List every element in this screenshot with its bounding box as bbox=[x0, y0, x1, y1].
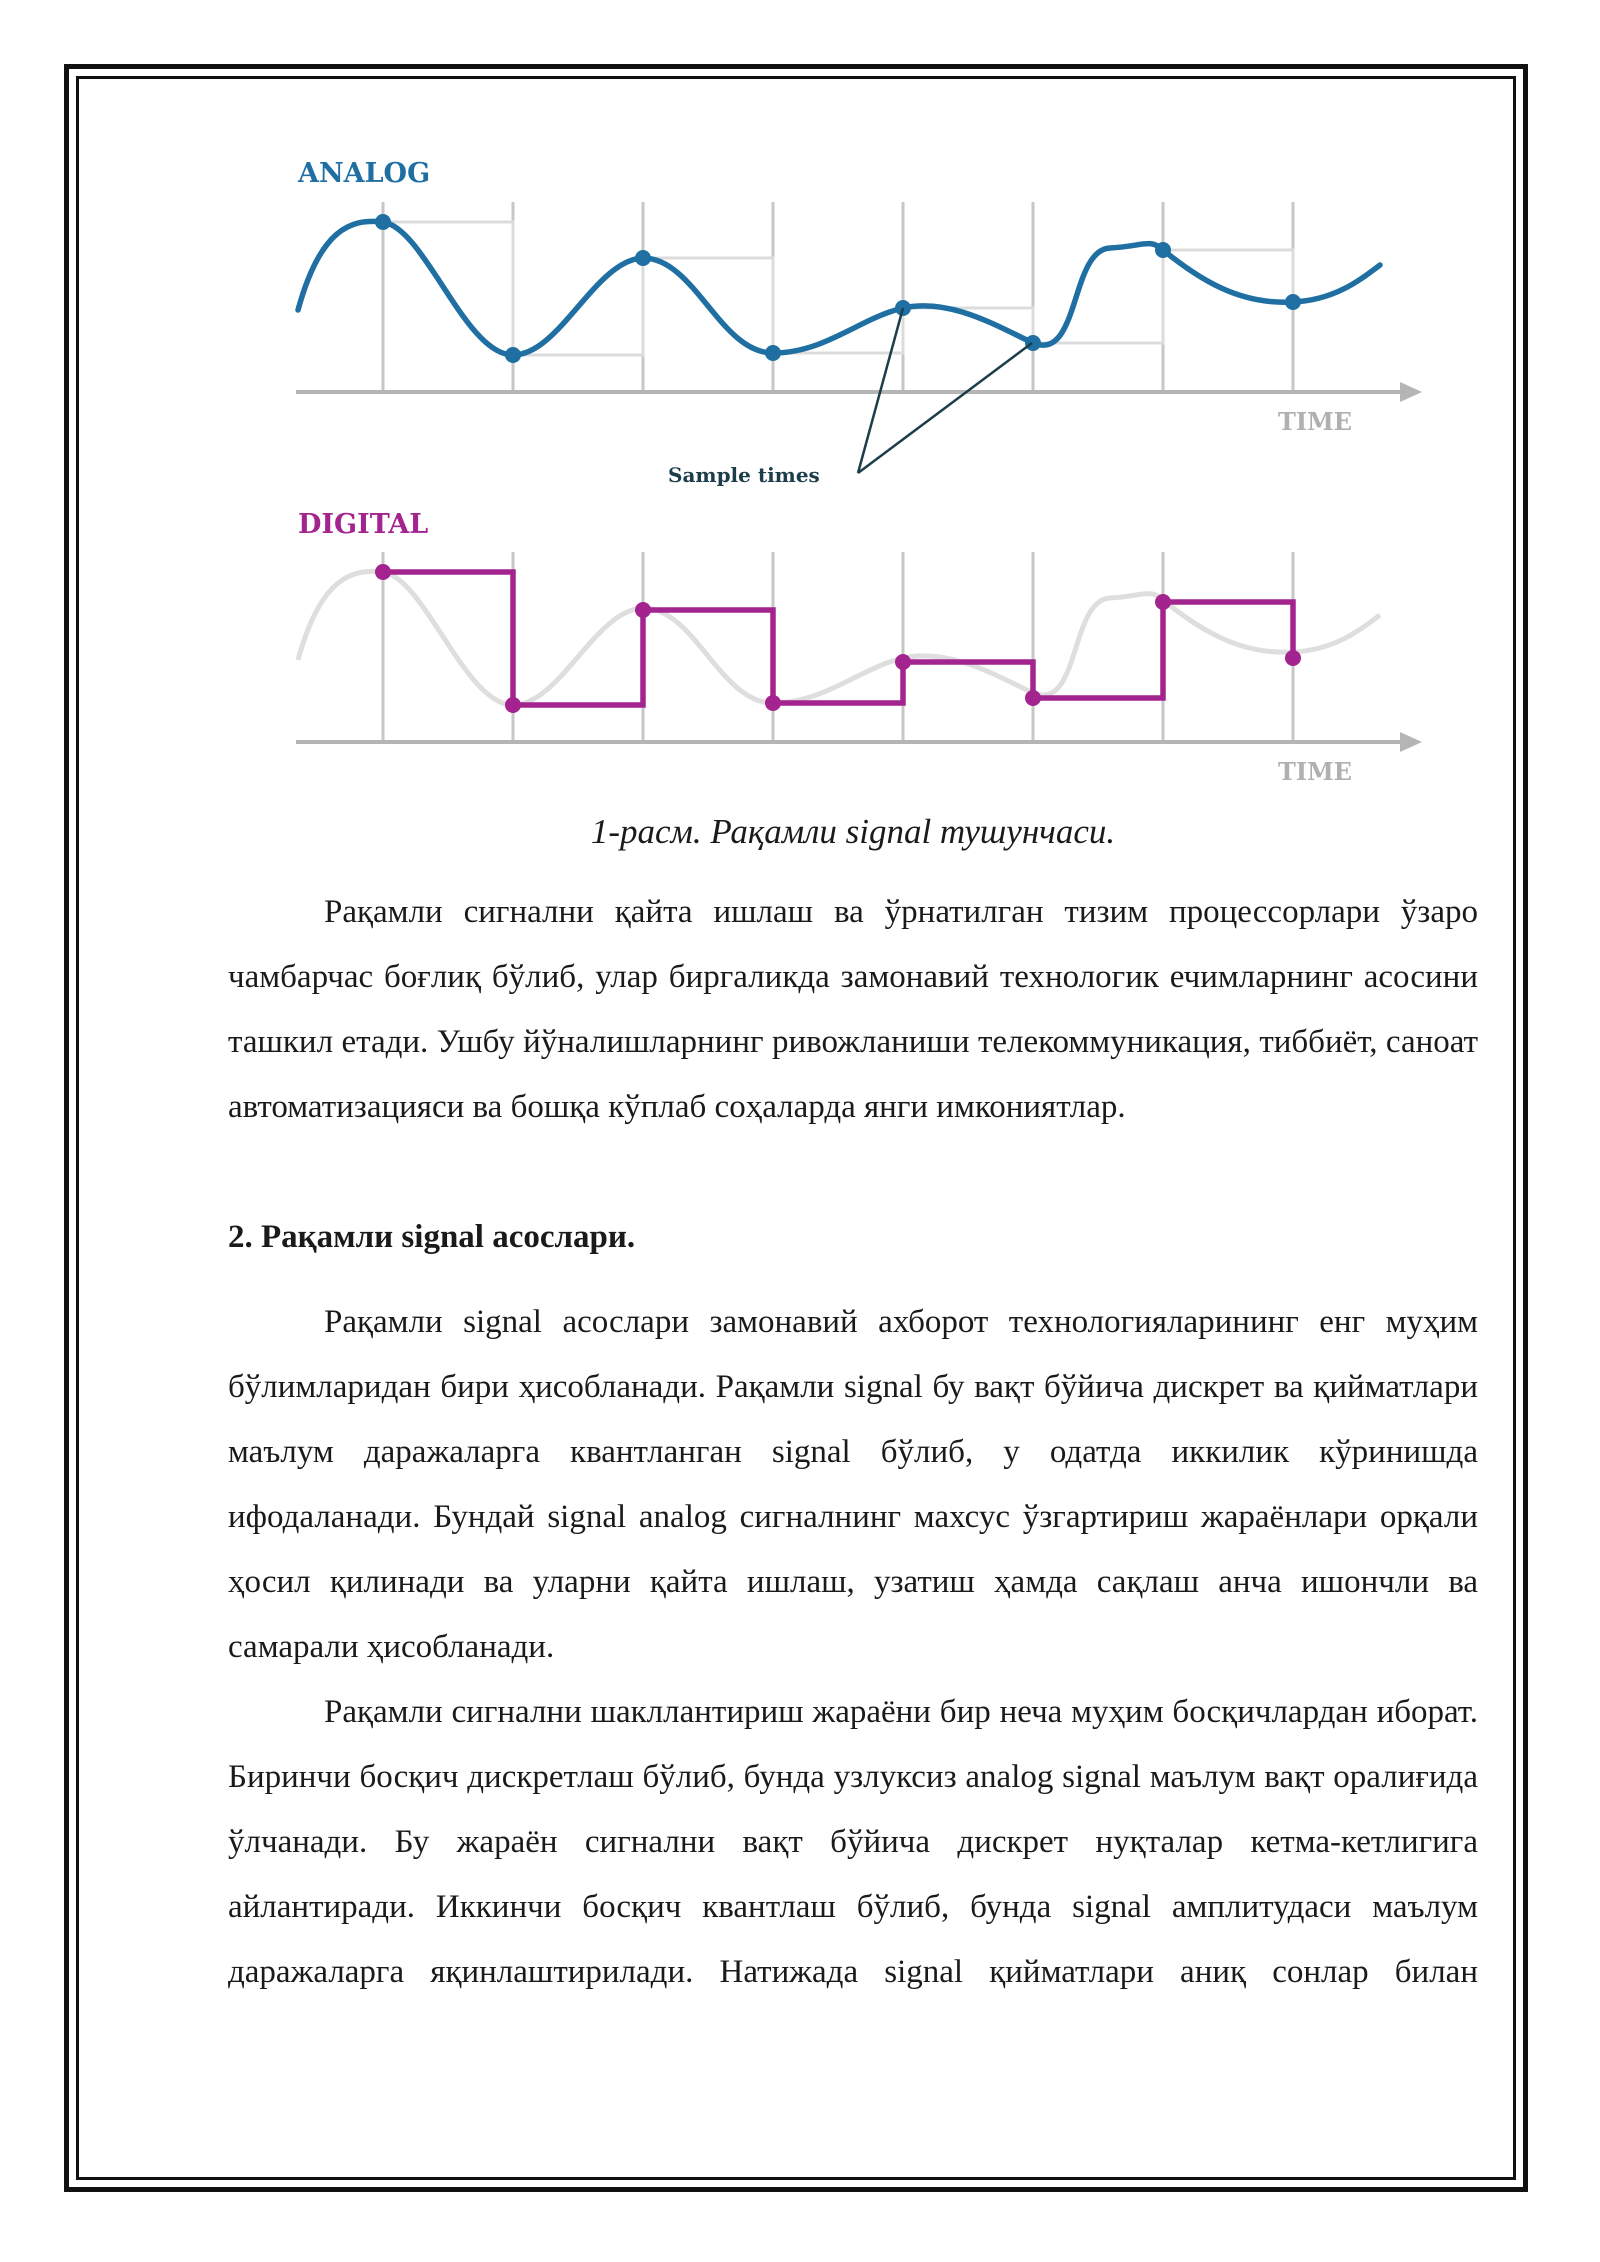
digital-label: DIGITAL bbox=[298, 509, 429, 540]
analog-wave bbox=[298, 221, 1380, 355]
digital-ghost-wave bbox=[298, 571, 1380, 705]
digital-sample-point bbox=[1285, 650, 1301, 666]
analog-time-label: TIME bbox=[1278, 407, 1352, 436]
analog-axis-arrow bbox=[1400, 382, 1422, 402]
analog-grid bbox=[383, 202, 1293, 392]
digital-sample-point bbox=[505, 697, 521, 713]
digital-sample-point bbox=[765, 695, 781, 711]
digital-sample-point bbox=[895, 654, 911, 670]
digital-sample-point bbox=[1025, 690, 1041, 706]
section-heading: 2. Рақамли signal асослари. bbox=[228, 1219, 636, 1255]
digital-sample-point bbox=[375, 564, 391, 580]
analog-sample-point bbox=[1025, 335, 1041, 351]
digital-axis-arrow bbox=[1400, 732, 1422, 752]
paragraph-2: Рақамли signal асослари замонавий ахборот технологияларининг енг муҳим бўлимларидан бири ҳисобланади. Рақамли signal бу вақт бўйича дискрет ва қийматлари маълум даражаларга квантланган signal бўлиб, у одатда иккилик кўринишда ифодаланади. Бундай signal analog сигналнинг махсус ўзгартириш жараёнлари орқали ҳосил қилинади ва уларни қайта ишлаш, узатиш ҳамда сақлаш анча ишончли ва самарали ҳисобланади. bbox=[228, 1304, 1478, 1665]
figure-caption: 1-расм. Рақамли signal тушунчаси. bbox=[590, 812, 1116, 851]
analog-sample-point bbox=[375, 214, 391, 230]
sample-times-label: Sample times bbox=[668, 463, 820, 487]
digital-sample-point bbox=[1155, 594, 1171, 610]
signal-diagram bbox=[250, 140, 1450, 800]
digital-grid bbox=[383, 552, 1293, 742]
analog-sample-point bbox=[635, 250, 651, 266]
sample-pointer-2 bbox=[858, 343, 1032, 473]
analog-sample-point bbox=[765, 345, 781, 361]
analog-sample-point bbox=[1285, 294, 1301, 310]
body-text-block-1 bbox=[228, 880, 1478, 1140]
analog-sample-point bbox=[505, 347, 521, 363]
analog-sample-point bbox=[1155, 242, 1171, 258]
analog-digital-figure bbox=[250, 140, 1450, 800]
paragraph-3: Рақамли сигнални шакллантириш жараёни бир неча муҳим босқичлардан иборат. Биринчи босқич дискретлаш бўлиб, бунда узлуксиз analog signal маълум вақт оралиғида ўлчанади. Бу жараён сигнални вақт бўйича дискрет нуқталар кетма-кетлигига айлантиради. Иккинчи босқич квантлаш бўлиб, бунда signal амплитудаси маълум даражаларга яқинлаштирилади. Натижада signal қийматлари аниқ сонлар билан bbox=[228, 1694, 1478, 1990]
paragraph-1: Рақамли сигнални қайта ишлаш ва ўрнатилган тизим процессорлари ўзаро чамбарчас боғлиқ бўлиб, улар биргаликда замонавий технологик ечимларнинг асосини ташкил етади. Ушбу йўналишларнинг ривожланиши телекоммуникация, тиббиёт, саноат автоматизацияси ва бошқа кўплаб соҳаларда янги имкониятлар. bbox=[228, 894, 1478, 1125]
digital-time-label: TIME bbox=[1278, 757, 1352, 786]
digital-sample-point bbox=[635, 602, 651, 618]
body-text-block-2 bbox=[228, 1290, 1478, 2005]
section-heading-block bbox=[228, 1205, 1478, 1270]
analog-label: ANALOG bbox=[298, 158, 431, 189]
